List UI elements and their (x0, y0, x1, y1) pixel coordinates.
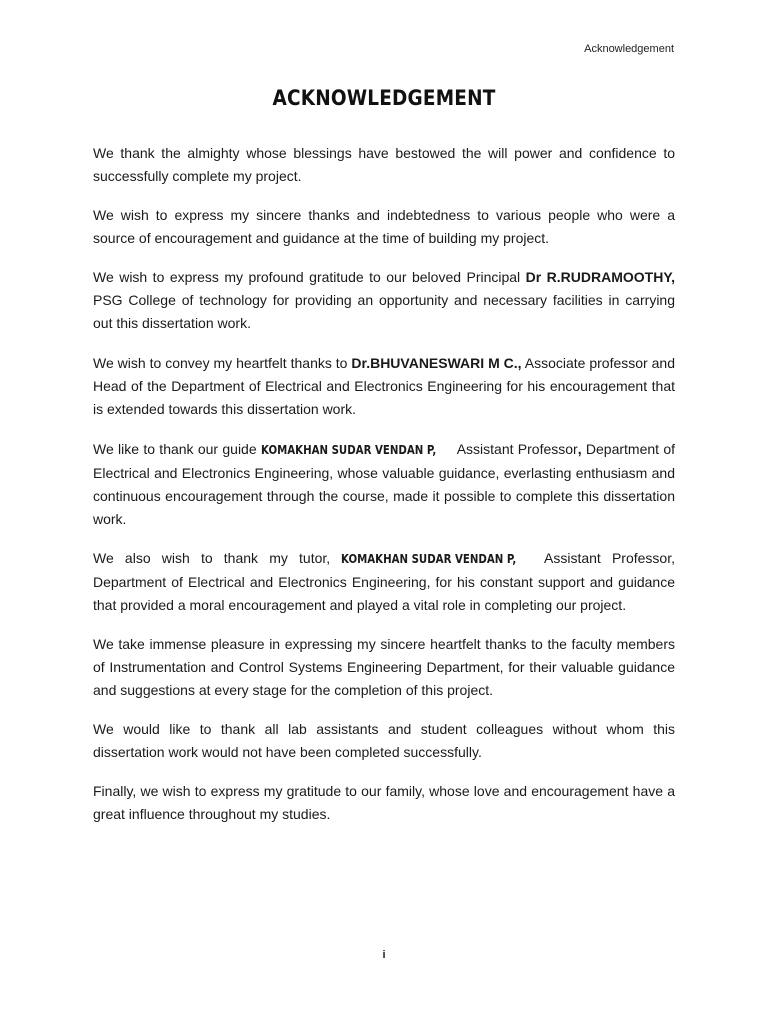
paragraph-4-text-before: We wish to convey my heartfelt thanks to (93, 355, 352, 371)
paragraph-8: We would like to thank all lab assistants and student colleagues without whom this dissertation work would not have been completed successfully. (93, 721, 675, 760)
guide-name: KOMAKHAN SUDAR VENDAN P, (260, 443, 437, 457)
paragraph-2: We wish to express my sincere thanks and indebtedness to various people who were a source of encouragement and guidance at the time of building my project. (93, 207, 675, 246)
paragraph-6-text-before: We also wish to thank my tutor, (93, 550, 342, 566)
page-number: i (382, 949, 386, 961)
tutor-name: KOMAKHAN SUDAR VENDAN P, (341, 552, 517, 566)
principal-name: Dr R.RUDRAMOOTHY, (525, 269, 675, 285)
paragraph-3 (93, 266, 675, 335)
paragraph-9: Finally, we wish to express my gratitude to our family, whose love and encouragement have a great influence throughout my studies. (93, 783, 675, 822)
acknowledgement-body (93, 142, 675, 842)
paragraph-5-comma: , (577, 441, 582, 457)
paragraph-5 (93, 438, 675, 531)
paragraph-3-text-after: PSG College of technology for providing an opportunity and necessary facilities in carrying out this dissertation work. (93, 292, 675, 331)
paragraph-4 (93, 352, 675, 421)
paragraph-7: We take immense pleasure in expressing my sincere heartfelt thanks to the faculty members of Instrumentation and Control Systems Engineering Department, for their valuable guidance and suggestions at every stage for the completion of this project. (93, 636, 675, 698)
paragraph-5-text-middle: Assistant Professor (453, 441, 578, 457)
paragraph-4-text-after: Associate professor and Head of the Department of Electrical and Electronics Engineering for his encouragement that is extended towards this dissertation work. (93, 355, 676, 417)
paragraph-6-text-after: Assistant Professor, Department of Electrical and Electronics Engineering, for his constant support and guidance that provided a moral encouragement and played a vital role in completing our project. (93, 550, 675, 613)
paragraph-5-text-after: Department of Electrical and Electronics Engineering, whose valuable guidance, everlasting enthusiasm and continuous encouragement through the course, made it possible to complete this dissertation work. (93, 441, 675, 527)
running-header: Acknowledgement (584, 43, 674, 55)
hod-name: Dr.BHUVANESWARI M C., (351, 355, 522, 371)
paragraph-5-text-before: We like to thank our guide (93, 441, 261, 457)
paragraph-6 (93, 547, 675, 617)
page-title: ACKNOWLEDGEMENT (272, 86, 496, 110)
paragraph-3-text-before: We wish to express my profound gratitude to our beloved Principal (93, 269, 526, 285)
paragraph-1: We thank the almighty whose blessings have bestowed the will power and confidence to successfully complete my project. (93, 145, 675, 184)
